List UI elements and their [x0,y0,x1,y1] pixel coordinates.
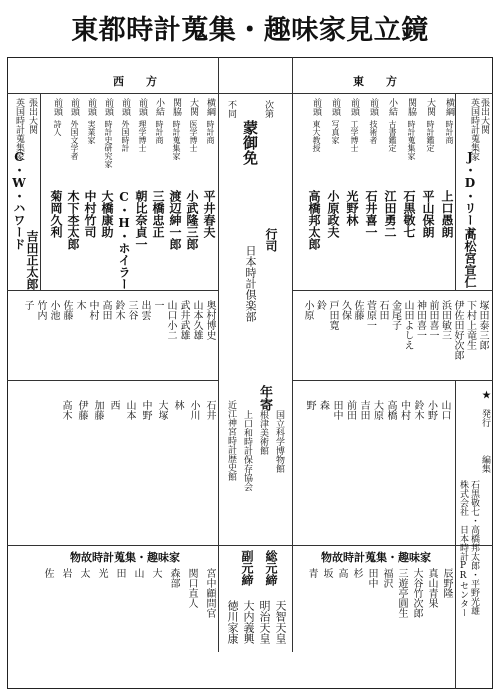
person-name: 田中 [331,400,342,420]
east-header: 東 方 [353,75,397,88]
person-name: 戸田寛 [327,300,338,330]
person-name: 下村上竜生 [464,300,476,350]
title-label: 古書鑑定 [388,120,397,152]
title-label: 外国時計 [121,120,130,152]
person-name: 山 [132,568,143,578]
person-name: 宮中顧問官 [204,568,215,618]
person-name: 鈴 [314,300,326,310]
person-name: 岩 [60,568,71,578]
person-name: 江田勇二 [383,190,397,238]
rank-label: 前頭 [330,98,340,116]
person-name: 中野 [140,400,151,420]
person-name: 石井喜一 [364,190,378,238]
publisher-label: 編集 [480,455,490,473]
person-name: 森 [317,400,329,410]
person-name: 上口愚朗 [440,190,454,238]
west-header: 西 方 [113,75,157,88]
person-name: 関口直人 [186,568,197,608]
person-name: 高橋 [385,400,396,420]
title-label: 実業家 [87,120,96,144]
person-name: 田 [114,568,125,578]
rank-label: 前頭 [368,98,378,116]
title-label: 理学博士 [138,120,147,152]
person-name: 大橋康助 [100,190,114,238]
divider [7,545,493,546]
person-name: 木 [74,300,85,310]
person-name: 前田喜一 [427,300,438,340]
person-name: 菊岡久利 [49,190,63,238]
person-name: 出雲 [139,300,150,320]
center-kanmoto2: 副元締 [240,550,254,586]
person-name: 青 [306,568,317,578]
person-name: 佐 [42,568,53,578]
person-name: 朝比奈貞一 [134,190,148,250]
person-name: 平井春夫 [202,190,216,238]
museum: 近江神宮時計歴史館 [226,400,236,481]
rank-label: 前頭 [103,98,113,116]
person-name: 大塚 [156,400,167,420]
rank-label: 前頭 [311,98,321,116]
rank-label: 前頭 [120,98,130,116]
center-org: 日本時計倶楽部 [244,245,257,322]
person-name: 坂 [321,568,332,578]
person-name: 光野林 [345,190,359,226]
person-name: 鈴木 [113,300,124,320]
person-name: 太 [78,568,89,578]
title-label: 時計商 [155,120,164,144]
person-name: 武井武雄 [178,300,189,340]
person-name: 三谷 [126,300,137,320]
east-side-name2: 高松宮宣仁 [463,228,477,288]
rank-label: 前頭 [86,98,96,116]
east-side-name: J・D・リード [463,150,477,238]
center-main: 蒙御免 [241,120,259,165]
person-name: 大原 [371,400,383,420]
title-label: 時計蒐集家 [407,120,416,160]
title-label: 時計商 [445,120,454,144]
divider [7,380,218,381]
footer-left-header: 物故時計蒐集・趣味家 [70,551,180,564]
person-name: 神田喜一 [414,300,426,340]
sponsor: 天智天皇 [274,600,287,644]
title-label: 技術者 [369,120,378,144]
person-name: 中村竹司 [83,190,97,238]
person-name: 山田よしえ [402,300,413,350]
divider [292,290,493,291]
person-name: 山口 [439,400,450,420]
title-label: 時計商 [206,120,215,144]
museum: 根津美術館 [258,410,268,455]
sponsor: 明治天皇 [258,600,271,644]
center-yorimoto: 年寄 [257,385,272,411]
person-name: 光 [96,568,107,578]
title-label: 時計史研究家 [104,120,113,168]
divider [292,380,493,381]
divider [7,290,218,291]
person-name: 小原政夫 [326,190,340,238]
person-name: 吉田 [358,400,369,420]
person-name: 佐藤 [61,300,72,320]
divider [292,57,293,652]
person-name: 木下杢太郎 [66,190,80,250]
publisher-line1: 石黒敬七・高橋邦太郎・平野光雄 [469,480,479,615]
publisher-line2: 株式会社 日本時計PRセンター [458,480,468,617]
footer-right-header: 物故時計蒐集・趣味家 [321,551,431,564]
person-name: 中村 [398,400,410,420]
person-name: 菅原一 [364,300,376,330]
title-label: 詩人 [53,120,62,136]
center-org-right: 行司 [264,228,278,252]
person-name: 浜田敏三 [439,300,451,340]
person-name: 小野 [425,400,437,420]
person-name: 野 [304,400,315,410]
title-label: 写真家 [331,120,340,144]
person-name: 山口小二 [165,300,176,340]
divider [455,93,456,290]
person-name: 山本久雄 [191,300,202,340]
person-name: 杉 [351,568,362,578]
person-name: C・H・ホイラー [117,190,131,290]
person-name: 石田 [377,300,388,320]
page-title: 東都時計蒐集・趣味家見立鏡 [71,15,429,46]
rank-label: 大関 [425,98,435,116]
person-name: 辰野隆 [441,568,452,598]
person-name: 西 [108,400,119,410]
rank-label: 関脇 [406,98,416,116]
person-name: 伊佐田好次郎 [452,300,463,360]
rank-label: 前頭 [137,98,147,116]
divider [218,57,219,652]
person-name: 石井 [204,400,215,420]
museum: 上口和時計保存協会 [242,410,252,491]
rank-label: 小結 [387,98,397,116]
east-side-label: 英国時計蒐集家 [469,98,479,161]
person-name: 小川 [188,400,199,420]
sponsor: 徳川家康 [226,600,239,644]
person-name: 高橋邦太郎 [307,190,321,250]
west-side-name: C・W・ハワード [12,150,26,250]
person-name: 三遊亭圓生 [396,568,407,618]
person-name: 小武隆三郎 [185,190,199,250]
person-name: 福沢 [381,568,392,588]
person-name: 中村 [87,300,98,320]
person-name: 大 [150,568,161,578]
person-name: 大谷竹次郎 [411,568,422,618]
divider [40,93,41,290]
rank-label: 横綱 [444,98,454,116]
person-name: 伊藤 [76,400,87,420]
title-label: 工学博士 [350,120,359,152]
divider [455,380,456,689]
person-name: 渡辺紳一郎 [168,190,182,250]
rank-label: 前頭 [52,98,62,116]
person-name: 三橋忠正 [151,190,165,238]
person-name: 加藤 [92,400,103,420]
center-kanmoto: 総元締 [264,550,278,586]
center-label: 次第 [263,100,273,118]
person-name: 平山保朗 [421,190,435,238]
person-name: 真山青果 [426,568,437,608]
west-side-label: 英国時計蒐集家 [14,98,24,161]
person-name: 林 [172,400,183,410]
publisher-mark: ★ 発行 [480,390,490,427]
title-label: 時計蒐集家 [172,120,181,160]
person-name: 鈴木 [412,400,423,420]
title-label: 時計鑑定 [426,120,435,152]
person-name: 高 [336,568,347,578]
person-name: 前田 [344,400,356,420]
museum: 国立科学博物館 [274,410,284,473]
person-name: 一 [152,300,163,310]
divider [7,93,493,94]
title-label: 外国文学者 [70,120,79,160]
rank-label: 前頭 [69,98,79,116]
rank-label: 関脇 [171,98,181,116]
person-name: 久保 [339,300,351,320]
person-name: 高木 [60,400,71,420]
person-name: 竹内 [35,300,46,320]
person-name: 森部 [168,568,179,588]
rank-label: 小結 [154,98,164,116]
rank-label: 前頭 [349,98,359,116]
east-side-role: 張出大関 [479,98,489,134]
person-name: 小池 [48,300,59,320]
rank-label: 大関 [188,98,198,116]
person-name: 高田 [100,300,111,320]
person-name: 奥村博史 [204,300,215,340]
person-name: 石黒敬七 [402,190,416,238]
person-name: 金尾子 [389,300,401,330]
west-side-name2: 吉田正太郎 [25,230,39,290]
person-name: 佐藤 [352,300,363,320]
person-name: 山本 [124,400,135,420]
west-side-role: 張出大関 [27,98,37,134]
person-name: 子 [22,300,33,310]
rank-label: 横綱 [205,98,215,116]
person-name: 塚田泰三郎 [477,300,488,350]
center-label: 不同 [226,100,236,118]
person-name: 田中 [366,568,377,588]
title-label: 医学博士 [189,120,198,152]
person-name: 小原 [302,300,313,320]
title-label: 東大教授 [312,120,321,152]
sponsor: 大内義興 [242,600,255,644]
